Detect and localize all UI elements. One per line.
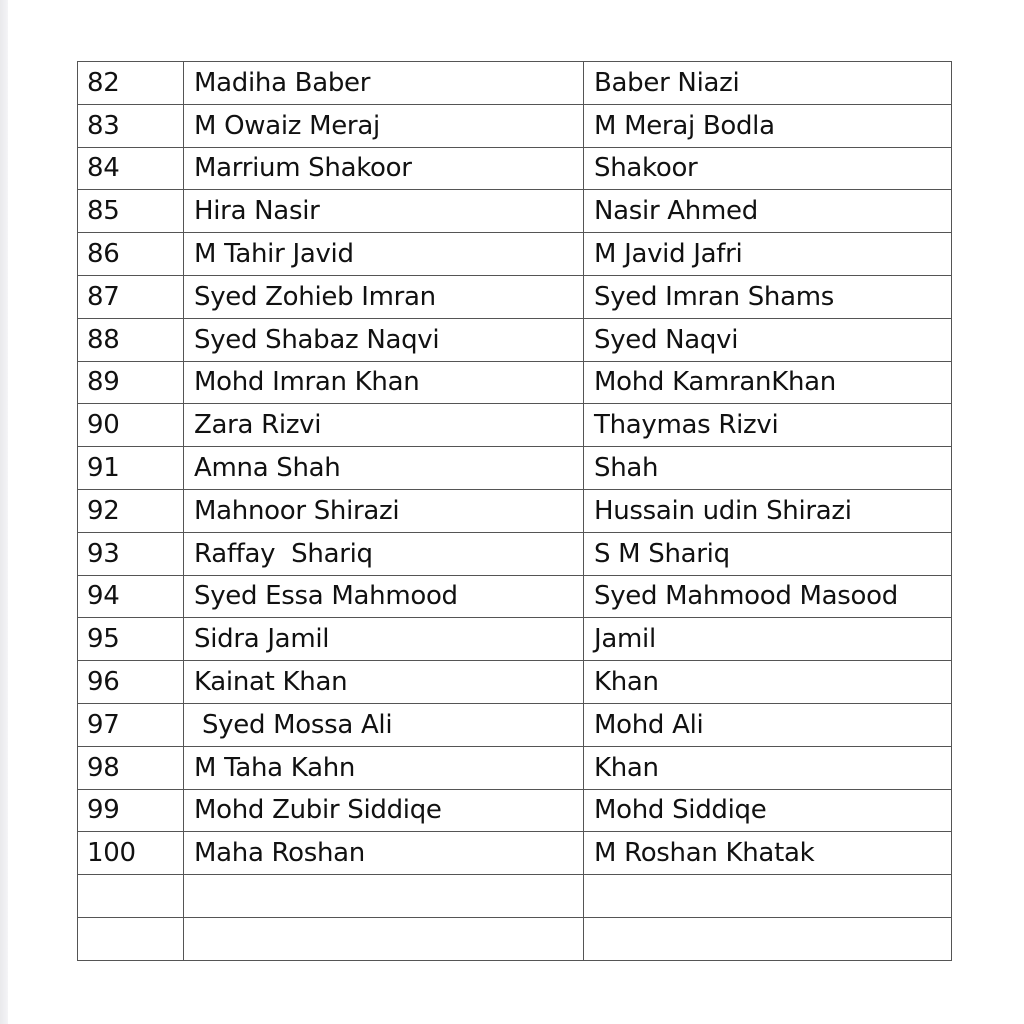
student-name-cell: Mohd Zubir Siddiqe	[184, 789, 584, 832]
father-name-cell: Baber Niazi	[584, 62, 952, 105]
table-row	[78, 404, 952, 447]
row-number-cell: 89	[78, 361, 184, 404]
table-row	[78, 618, 952, 661]
father-name-cell: Jamil	[584, 618, 952, 661]
father-name-cell: S M Shariq	[584, 532, 952, 575]
student-name-cell: Madiha Baber	[184, 62, 584, 105]
student-name-cell	[184, 917, 584, 960]
student-name-cell: Hira Nasir	[184, 190, 584, 233]
father-name-cell: Mohd Ali	[584, 703, 952, 746]
table-row	[78, 789, 952, 832]
table-body	[78, 62, 952, 961]
student-name-cell: Sidra Jamil	[184, 618, 584, 661]
row-number-cell: 86	[78, 233, 184, 276]
student-name-cell: M Taha Kahn	[184, 746, 584, 789]
row-number-cell: 93	[78, 532, 184, 575]
father-name-cell: Shah	[584, 447, 952, 490]
table-row	[78, 703, 952, 746]
row-number-cell: 99	[78, 789, 184, 832]
names-table	[77, 61, 952, 961]
student-name-cell: Syed Shabaz Naqvi	[184, 318, 584, 361]
father-name-cell: M Roshan Khatak	[584, 832, 952, 875]
table-row	[78, 875, 952, 918]
student-name-cell	[184, 875, 584, 918]
row-number-cell: 91	[78, 447, 184, 490]
row-number-cell	[78, 875, 184, 918]
table-row	[78, 832, 952, 875]
student-name-cell: M Owaiz Meraj	[184, 104, 584, 147]
page-edge	[0, 0, 8, 1024]
father-name-cell: M Javid Jafri	[584, 233, 952, 276]
table-row	[78, 104, 952, 147]
father-name-cell: Syed Imran Shams	[584, 275, 952, 318]
student-name-cell: M Tahir Javid	[184, 233, 584, 276]
row-number-cell: 87	[78, 275, 184, 318]
row-number-cell: 84	[78, 147, 184, 190]
row-number-cell: 94	[78, 575, 184, 618]
student-name-cell: Zara Rizvi	[184, 404, 584, 447]
row-number-cell: 95	[78, 618, 184, 661]
row-number-cell: 92	[78, 489, 184, 532]
father-name-cell	[584, 875, 952, 918]
table-row	[78, 190, 952, 233]
father-name-cell: Mohd KamranKhan	[584, 361, 952, 404]
row-number-cell: 85	[78, 190, 184, 233]
father-name-cell: Syed Naqvi	[584, 318, 952, 361]
student-name-cell: Marrium Shakoor	[184, 147, 584, 190]
student-name-cell: Mahnoor Shirazi	[184, 489, 584, 532]
row-number-cell: 83	[78, 104, 184, 147]
student-name-cell: Mohd Imran Khan	[184, 361, 584, 404]
table-row	[78, 917, 952, 960]
table-row	[78, 489, 952, 532]
student-name-cell: Amna Shah	[184, 447, 584, 490]
student-name-cell: Syed Zohieb Imran	[184, 275, 584, 318]
father-name-cell: Nasir Ahmed	[584, 190, 952, 233]
table-row	[78, 318, 952, 361]
student-name-cell: Raffay Shariq	[184, 532, 584, 575]
father-name-cell: Khan	[584, 661, 952, 704]
row-number-cell: 88	[78, 318, 184, 361]
father-name-cell: Mohd Siddiqe	[584, 789, 952, 832]
student-name-cell: Syed Essa Mahmood	[184, 575, 584, 618]
student-name-cell: Syed Mossa Ali	[184, 703, 584, 746]
table-row	[78, 275, 952, 318]
father-name-cell: Thaymas Rizvi	[584, 404, 952, 447]
row-number-cell: 98	[78, 746, 184, 789]
father-name-cell: Syed Mahmood Masood	[584, 575, 952, 618]
table-row	[78, 447, 952, 490]
table-row	[78, 532, 952, 575]
table-row	[78, 746, 952, 789]
student-name-cell: Kainat Khan	[184, 661, 584, 704]
father-name-cell: Khan	[584, 746, 952, 789]
student-name-cell: Maha Roshan	[184, 832, 584, 875]
table-row	[78, 233, 952, 276]
row-number-cell: 96	[78, 661, 184, 704]
table-row	[78, 575, 952, 618]
row-number-cell: 100	[78, 832, 184, 875]
row-number-cell	[78, 917, 184, 960]
row-number-cell: 97	[78, 703, 184, 746]
father-name-cell: Shakoor	[584, 147, 952, 190]
table-row	[78, 361, 952, 404]
father-name-cell: Hussain udin Shirazi	[584, 489, 952, 532]
table-row	[78, 62, 952, 105]
father-name-cell: M Meraj Bodla	[584, 104, 952, 147]
table-row	[78, 147, 952, 190]
row-number-cell: 82	[78, 62, 184, 105]
table-row	[78, 661, 952, 704]
father-name-cell	[584, 917, 952, 960]
row-number-cell: 90	[78, 404, 184, 447]
